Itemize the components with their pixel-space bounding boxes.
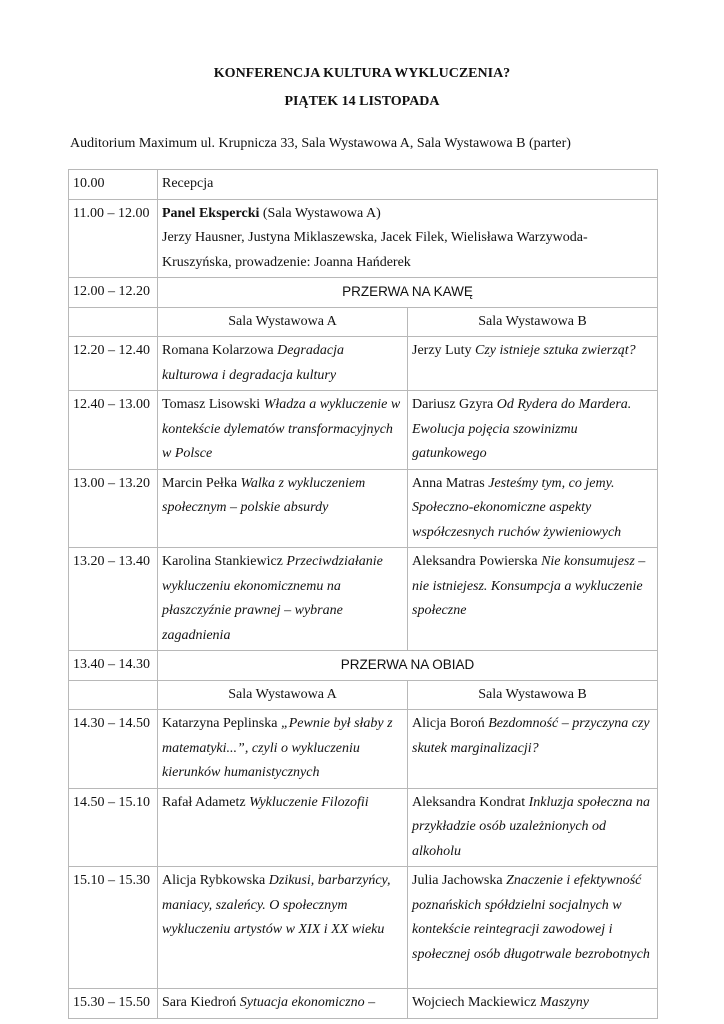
time-cell: 12.40 – 13.00 — [69, 391, 158, 470]
speaker: Alicja Boroń — [412, 716, 489, 731]
talk-title: Władza a wykluczenie w kontekście dylematów transformacyjnych w Polsce — [162, 397, 401, 461]
time-cell: 12.20 – 12.40 — [69, 337, 158, 391]
talk-room-a — [158, 867, 408, 989]
speaker: Alicja Rybkowska — [162, 873, 269, 888]
table-row — [69, 307, 658, 337]
time-cell: 13.40 – 14.30 — [69, 651, 158, 681]
speaker: Jerzy Luty — [412, 343, 475, 358]
table-row — [69, 170, 658, 200]
panel-name: Panel Ekspercki — [162, 205, 260, 221]
talk-room-a — [158, 788, 408, 867]
talk-title: Degradacja kulturowa i degradacja kultury — [162, 343, 344, 383]
room-a-header: Sala Wystawowa A — [158, 307, 408, 337]
room-b-header: Sala Wystawowa B — [408, 307, 658, 337]
speaker: Romana Kolarzowa — [162, 343, 278, 358]
speaker: Marcin Pełka — [162, 475, 241, 491]
talk-title: Przeciwdziałanie wykluczeniu ekonomicznemu na płaszczyźnie prawnej – wybrane zagadnienia — [162, 554, 383, 643]
talk-title: Wykluczenie Filozofii — [249, 794, 369, 810]
table-row — [69, 710, 658, 789]
talk-title: Czy istnieje sztuka zwierząt? — [474, 343, 636, 358]
talk-title: Jesteśmy tym, co jemy. Społeczno-ekonomiczne aspekty współczesnych ruchów żywieniowych — [412, 475, 622, 540]
time-cell: 14.30 – 14.50 — [69, 710, 158, 789]
speaker: Karolina Stankiewicz — [162, 554, 287, 569]
talk-room-b — [408, 788, 658, 867]
speaker: Wojciech Mackiewicz — [412, 995, 540, 1010]
talk-title: Maszyny — [539, 995, 589, 1010]
break-cell: PRZERWA NA OBIAD — [158, 651, 658, 681]
talk-room-b — [408, 867, 658, 989]
speaker: Anna Matras — [412, 475, 489, 491]
table-row — [69, 391, 658, 470]
session-cell: Recepcja — [158, 170, 658, 200]
table-row — [69, 278, 658, 308]
speaker: Katarzyna Peplinska — [162, 716, 281, 731]
speaker: Rafał Adametz — [162, 794, 250, 810]
speaker: Dariusz Gzyra — [412, 397, 497, 412]
talk-room-a — [158, 548, 408, 651]
talk-room-b — [408, 469, 658, 548]
talk-title: Walka z wykluczeniem społecznym – polskie absurdy — [162, 475, 366, 515]
table-row — [69, 867, 658, 989]
panel-cell — [158, 199, 658, 278]
panel-people: Jerzy Hausner, Justyna Miklaszewska, Jacek Filek, Wielisława Warzywoda-Kruszyńska, prowadzenie: Joanna Hańderek — [162, 230, 588, 270]
table-row — [69, 337, 658, 391]
time-cell: 14.50 – 15.10 — [69, 788, 158, 867]
conference-date: PIĄTEK 14 LISTOPADA — [284, 94, 440, 109]
time-cell: 12.00 – 12.20 — [69, 278, 158, 308]
speaker: Aleksandra Powierska — [412, 554, 542, 569]
table-row — [69, 548, 658, 651]
table-row — [69, 788, 658, 867]
table-row — [69, 199, 658, 278]
talk-title: Znaczenie i efektywność poznańskich spółdzielni socjalnych w kontekście reintegracji zawodowej i społecznej osób długotrwale bezrobotnych — [412, 873, 650, 962]
time-cell: 10.00 — [69, 170, 158, 200]
conference-title: KONFERENCJA KULTURA WYKLUCZENIA? — [213, 66, 511, 81]
panel-room: (Sala Wystawowa A) — [259, 205, 381, 221]
table-row — [69, 651, 658, 681]
talk-room-b — [408, 710, 658, 789]
venue-line: Auditorium Maximum ul. Krupnicza 33, Sala Wystawowa A, Sala Wystawowa B (parter) — [70, 136, 571, 151]
table-row — [69, 989, 658, 1019]
room-a-header: Sala Wystawowa A — [158, 680, 408, 710]
table-row — [69, 680, 658, 710]
room-b-header: Sala Wystawowa B — [408, 680, 658, 710]
time-cell — [69, 307, 158, 337]
talk-title: Od Rydera do Mardera. Ewolucja pojęcia szowinizmu gatunkowego — [412, 397, 632, 461]
speaker: Tomasz Lisowski — [162, 397, 264, 412]
talk-room-a — [158, 710, 408, 789]
time-cell — [69, 680, 158, 710]
time-cell: 13.20 – 13.40 — [69, 548, 158, 651]
talk-title: „Pewnie był słaby z matematyki...”, czyli o wykluczeniu kierunków humanistycznych — [162, 716, 393, 780]
speaker: Sara Kiedroń — [162, 995, 240, 1010]
speaker: Aleksandra Kondrat — [412, 794, 529, 810]
talk-title: Inkluzja społeczna na przykładzie osób uzależnionych od alkoholu — [412, 794, 650, 859]
talk-room-b — [408, 391, 658, 470]
talk-title: Sytuacja ekonomiczno – — [239, 995, 376, 1010]
talk-room-b — [408, 337, 658, 391]
table-row — [69, 469, 658, 548]
talk-title: Nie konsumujesz – nie istniejesz. Konsumpcja a wykluczenie społeczne — [412, 554, 646, 618]
talk-room-b — [408, 989, 658, 1019]
talk-room-b — [408, 548, 658, 651]
time-cell: 15.30 – 15.50 — [69, 989, 158, 1019]
time-cell: 13.00 – 13.20 — [69, 469, 158, 548]
talk-room-a — [158, 391, 408, 470]
break-cell: PRZERWA NA KAWĘ — [158, 278, 658, 308]
speaker: Julia Jachowska — [412, 873, 507, 888]
talk-title: Bezdomność – przyczyna czy skutek marginalizacji? — [412, 716, 650, 756]
time-cell: 15.10 – 15.30 — [69, 867, 158, 989]
schedule-table — [68, 169, 658, 1019]
time-cell: 11.00 – 12.00 — [69, 199, 158, 278]
talk-room-a — [158, 989, 408, 1019]
talk-title: Dzikusi, barbarzyńcy, maniacy, szaleńcy. O społecznym wykluczeniu artystów w XIX i XX wieku — [162, 873, 391, 937]
talk-room-a — [158, 337, 408, 391]
talk-room-a — [158, 469, 408, 548]
